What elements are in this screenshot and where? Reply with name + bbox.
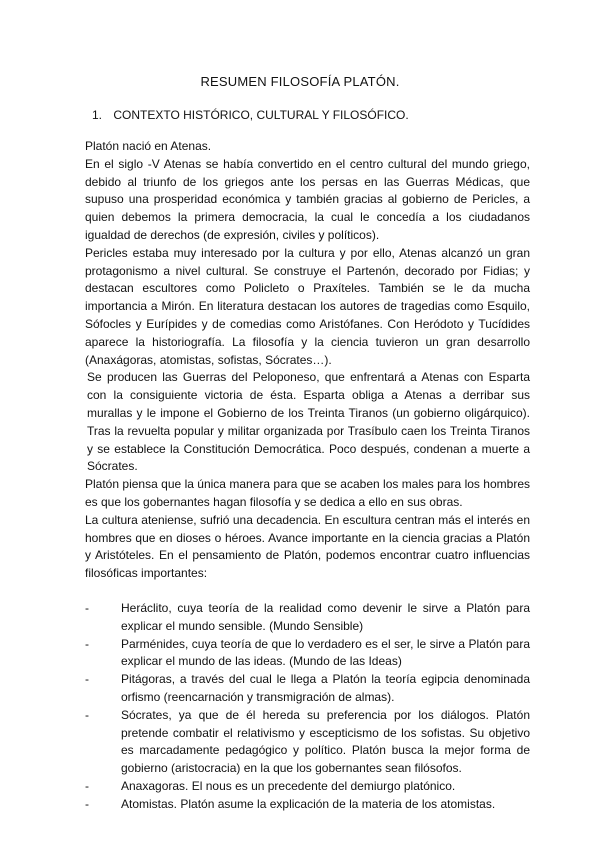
- influences-list: [85, 600, 530, 814]
- list-bullet: -: [85, 707, 89, 722]
- paragraph: La cultura ateniense, sufrió una decadencia. En escultura centran más el interés en hombres que en dioses o héroes. Avance importante en la ciencia gracias a Platón y Aristóteles. En el pensamiento de Platón, podemos encontrar cuatro influencias filosóficas importantes:: [85, 512, 530, 581]
- list-item: [85, 600, 530, 636]
- section-title: CONTEXTO HISTÓRICO, CULTURAL Y FILOSÓFICO.: [113, 108, 409, 122]
- list-bullet: -: [85, 636, 89, 651]
- list-item-text: Parménides, cuya teoría de que lo verdadero es el ser, le sirve a Platón para explicar el mundo de las ideas. (Mundo de las Ideas): [121, 636, 530, 669]
- paragraph: Platón nació en Atenas.: [85, 139, 212, 153]
- list-item: [85, 707, 530, 778]
- list-item-text: Pitágoras, a través del cual le llega a Platón la teoría egipcia denominada orfismo (reencarnación y transmigración de almas).: [121, 672, 530, 704]
- list-bullet: -: [85, 672, 89, 687]
- paragraph: Pericles estaba muy interesado por la cultura y por ello, Atenas alcanzó un gran protagonismo a nivel cultural. Se construye el Partenón, decorado por Fidias; y destacan escultores como Policleto o Praxíteles. También se le da mucha importancia a Mirón. En literatura destacan los autores de tragedias como Esquilo, Sófocles y Eurípides y de comedias como Aristófanes. Con Heródoto y Tucídides aparece la historiografía. La filosofía y la ciencia tuvieron un gran desarrollo (Anaxágoras, atomistas, sofistas, Sócrates…).: [85, 245, 530, 367]
- list-bullet: -: [85, 600, 89, 615]
- list-item-text: Sócrates, ya que de él hereda su preferencia por los diálogos. Platón pretende combatir el relativismo y escepticismo de los sofistas. Su objetivo es marcadamente pedagógico y político. Platón busca la mejor forma de gobierno (aristocracia) en la que los gobernantes sean filósofos.: [121, 707, 530, 776]
- list-item: [85, 671, 530, 707]
- list-item: [85, 796, 530, 814]
- paragraph: Platón piensa que la única manera para que se acaben los males para los hombres es que los gobernantes hagan filosofía y se dedica a ello en sus obras.: [85, 477, 530, 509]
- list-item: [85, 778, 530, 796]
- list-item-text: Atomistas. Platón asume la explicación de la materia de los atomistas.: [121, 796, 496, 811]
- list-item-text: Heráclito, cuya teoría de la realidad como devenir le sirve a Platón para explicar el mundo sensible. (Mundo Sensible): [121, 600, 530, 633]
- list-bullet: -: [85, 778, 89, 793]
- section-heading: [92, 108, 409, 122]
- list-item: [85, 636, 530, 672]
- paragraph: Se producen las Guerras del Peloponeso, que enfrentará a Atenas con Esparta con la consiguiente victoria de ésta. Esparta obliga a Atenas a derribar sus murallas y le impone el Gobierno de los Treinta Tiranos (un gobierno oligárquico). Tras la revuelta popular y militar organizada por Trasíbulo caen los Treinta Tiranos y se establece la Constitución Democrática. Poco después, condenan a muerte a Sócrates.: [87, 370, 530, 474]
- list-bullet: -: [85, 796, 89, 811]
- paragraph: En el siglo -V Atenas se había convertido en el centro cultural del mundo griego, debido al triunfo de los griegos ante los persas en las Guerras Médicas, que supuso una prosperidad económica y también gracias al gobierno de Pericles, a quien debemos la primera democracia, la cual le concedía a los ciudadanos igualdad de derechos (de expresión, civiles y políticos).: [85, 156, 530, 242]
- document-body: [85, 138, 530, 813]
- document-title: RESUMEN FILOSOFÍA PLATÓN.: [200, 74, 400, 89]
- section-number: 1.: [92, 108, 103, 122]
- list-item-text: Anaxagoras. El nous es un precedente del demiurgo platónico.: [121, 778, 456, 793]
